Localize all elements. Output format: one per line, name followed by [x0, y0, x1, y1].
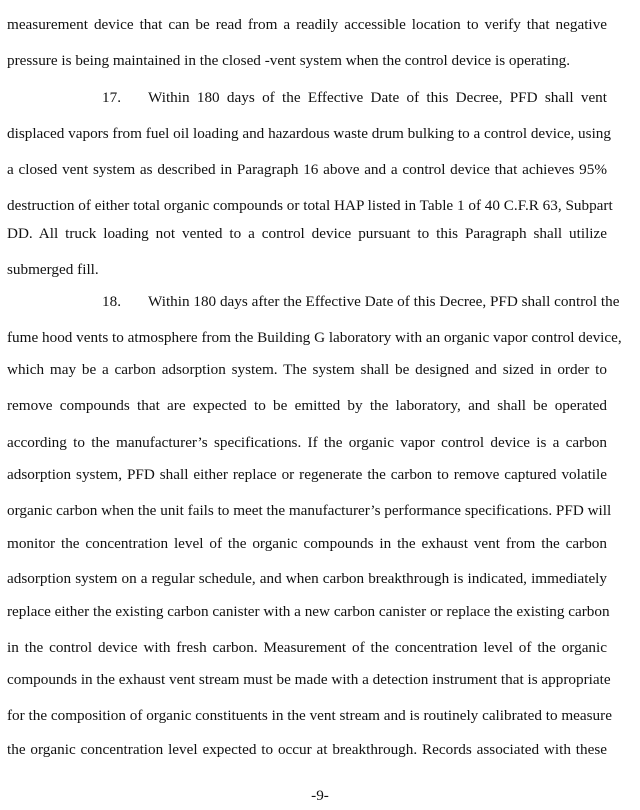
paragraph-18-first-line [102, 293, 620, 310]
paragraph-number: 17. [102, 89, 121, 106]
text-line: which may be a carbon adsorption system. The system shall be designed and sized in order to [7, 361, 607, 378]
text-line: measurement device that can be read from a readily accessible location to verify that negative [7, 16, 607, 33]
text-line: adsorption system on a regular schedule, and when carbon breakthrough is indicated, immediately [7, 570, 607, 587]
text-line: in the control device with fresh carbon. Measurement of the concentration level of the organic [7, 639, 607, 656]
text-line: for the composition of organic constituents in the vent stream and is routinely calibrated to measure [7, 707, 612, 724]
text-line: displaced vapors from fuel oil loading and hazardous waste drum bulking to a control device, using [7, 125, 611, 142]
text-line: a closed vent system as described in Paragraph 16 above and a control device that achieves 95% [7, 161, 607, 178]
text-line: Within 180 days after the Effective Date of this Decree, PFD shall control the [148, 293, 620, 310]
text-line: Within 180 days of the Effective Date of this Decree, PFD shall vent [148, 89, 607, 106]
text-line: DD. All truck loading not vented to a control device pursuant to this Paragraph shall utilize [7, 225, 607, 242]
page-number: -9- [311, 787, 329, 804]
text-line: replace either the existing carbon canister with a new carbon canister or replace the existing carbon [7, 603, 610, 620]
text-line: organic carbon when the unit fails to meet the manufacturer’s performance specifications. PFD will [7, 502, 612, 519]
text-line: destruction of either total organic compounds or total HAP listed in Table 1 of 40 C.F.R 63, Subpart [7, 197, 613, 214]
text-line: remove compounds that are expected to be emitted by the laboratory, and shall be operated [7, 397, 607, 414]
text-line: compounds in the exhaust vent stream must be made with a detection instrument that is appropriate [7, 671, 611, 688]
text-line: submerged fill. [7, 261, 99, 278]
text-line: the organic concentration level expected to occur at breakthrough. Records associated with these [7, 741, 607, 758]
paragraph-17-first-line [102, 89, 607, 106]
paragraph-number: 18. [102, 293, 121, 310]
text-line: pressure is being maintained in the closed -vent system when the control device is operating. [7, 52, 571, 69]
text-line: monitor the concentration level of the organic compounds in the exhaust vent from the carbon [7, 535, 607, 552]
text-line: fume hood vents to atmosphere from the Building G laboratory with an organic vapor control device, [7, 329, 622, 346]
text-line: adsorption system, PFD shall either replace or regenerate the carbon to remove captured volatile [7, 466, 607, 483]
text-line: according to the manufacturer’s specifications. If the organic vapor control device is a carbon [7, 434, 607, 451]
